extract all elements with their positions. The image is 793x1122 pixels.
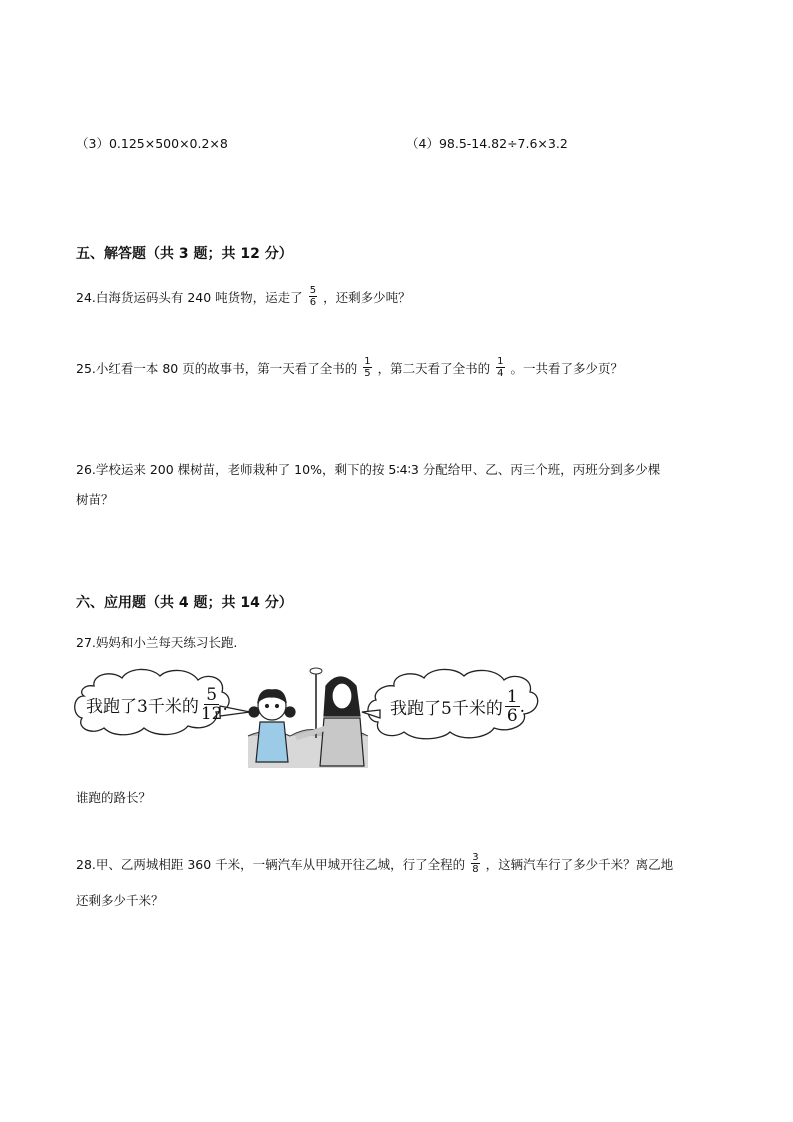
q28-text-after: ，这辆汽车行了多少千米？离乙地 xyxy=(485,856,674,872)
question-26-line-1: 26.学校运来 200 棵树苗，老师栽种了 10%，剩下的按 5∶4∶3 分配给甲、乙、丙三个班，丙班分到多少棵 xyxy=(76,462,661,477)
q28-numerator: 3 xyxy=(472,852,479,863)
left-bubble-denominator: 12 xyxy=(200,704,223,724)
right-bubble-denominator: 6 xyxy=(506,706,518,726)
q25-denominator-1: 5 xyxy=(364,368,371,379)
q25-text-after: 。一共看了多少页？ xyxy=(510,360,624,376)
question-25 xyxy=(76,356,623,379)
question-28-line-1 xyxy=(76,852,673,875)
left-bubble-tail: . xyxy=(222,694,228,715)
section-5-heading: 五、解答题（共 3 题；共 12 分） xyxy=(76,246,293,262)
right-bubble-text xyxy=(390,688,525,725)
q25-denominator-2: 4 xyxy=(497,368,504,379)
question-24 xyxy=(76,285,411,308)
question-28-line-2: 还剩多少千米？ xyxy=(76,893,164,908)
right-bubble-numerator: 1 xyxy=(506,687,518,707)
q24-fraction xyxy=(309,285,317,308)
running-illustration xyxy=(70,666,550,770)
q25-numerator-2: 1 xyxy=(497,356,504,367)
section-6-heading: 六、应用题（共 4 题；共 14 分） xyxy=(76,595,293,611)
left-bubble-fraction xyxy=(201,686,223,723)
q25-fraction-2 xyxy=(496,356,504,379)
q25-fraction-1 xyxy=(363,356,371,379)
question-26-line-2: 树苗？ xyxy=(76,492,114,507)
left-bubble-text xyxy=(86,686,228,723)
left-bubble-numerator: 5 xyxy=(206,685,218,705)
calc-item-4: （4）98.5-14.82÷7.6×3.2 xyxy=(406,136,568,151)
calc-item-3: （3）0.125×500×0.2×8 xyxy=(76,136,228,151)
left-bubble-label: 我跑了3千米的 xyxy=(86,697,199,717)
q24-text-before: 24.白海货运码头有 240 吨货物，运走了 xyxy=(76,289,303,305)
q25-text-before: 25.小红看一本 80 页的故事书，第一天看了全书的 xyxy=(76,360,358,376)
question-27-stem: 27.妈妈和小兰每天练习长跑. xyxy=(76,635,238,650)
q28-fraction xyxy=(471,852,479,875)
right-bubble-tail: . xyxy=(519,696,526,717)
q28-denominator: 8 xyxy=(472,864,479,875)
q24-numerator: 5 xyxy=(309,285,317,296)
q28-text-before: 28.甲、乙两城相距 360 千米，一辆汽车从甲城开往乙城，行了全程的 xyxy=(76,856,466,872)
q25-text-middle: ，第二天看了全书的 xyxy=(377,360,491,376)
right-bubble-label: 我跑了5千米的 xyxy=(390,699,503,719)
right-bubble-fraction xyxy=(505,688,520,725)
question-27-ask: 谁跑的路长？ xyxy=(76,790,152,805)
q24-denominator: 6 xyxy=(309,297,317,308)
q24-text-after: ，还剩多少吨？ xyxy=(323,289,411,305)
q25-numerator-1: 1 xyxy=(364,356,371,367)
